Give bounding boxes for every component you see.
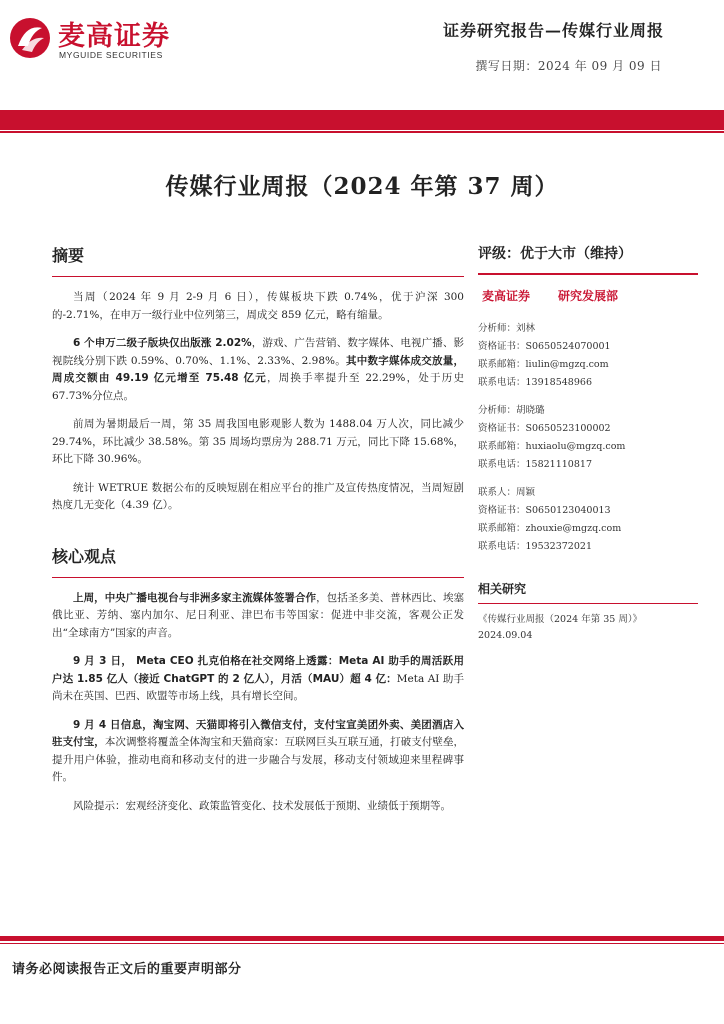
institute-dept: 研究发展部 — [558, 289, 619, 303]
core-rule — [52, 577, 464, 578]
analyst-email[interactable]: 联系邮箱：huxiaolu@mgzq.com — [478, 441, 626, 452]
header-report-type: 证券研究报告—传媒行业周报 — [442, 21, 664, 40]
core-heading: 核心观点 — [52, 546, 117, 566]
contact-name: 联系人：周颖 — [478, 487, 536, 498]
summary-p2-bold-2: 其中数字媒体成交放量，周成交额由 49.19 亿元增至 75.48 亿元 — [52, 354, 465, 384]
analyst-card — [478, 402, 698, 474]
summary-p2-end: ，周换手率提升至 22.29%，处于历史 67.73%分位点。 — [52, 372, 465, 402]
core-p2-bold: 9 月 3 日， Meta CEO 扎克伯格在社交网络上透露：Meta AI 助手的周活跃用户达 1.85 亿人（接近 ChatGPT 的 2 亿人），月活（MAU）超 4 亿： — [52, 655, 464, 685]
top-red-band — [0, 110, 724, 130]
summary-paragraph-4: 统计 WETRUE 数据公布的反映短剧在相应平台的推广及宣传热度情况，当周短剧热度几无变化（4.39 亿）。 — [52, 481, 464, 511]
analyst-phone: 联系电话：13918548966 — [478, 377, 592, 388]
related-research-title[interactable]: 《传媒行业周报（2024 年第 35 周）》 — [478, 614, 643, 625]
contact-card — [478, 484, 698, 556]
sidebar — [478, 243, 698, 644]
brand-name-en: MYGUIDE SECURITIES — [59, 50, 163, 60]
core-p1-end: ，包括圣多美、普林西比、埃塞俄比亚、芳纳、塞内加尔、尼日利亚、津巴布韦等国家：促进中非交流，客观公正发出“全球南方”国家的声音。 — [52, 591, 465, 639]
risk-warning: 风险提示：宏观经济变化、政策监管变化、技术发展低于预期、业绩低于预期等。 — [73, 799, 451, 812]
summary-heading: 摘要 — [52, 246, 85, 265]
rating: 评级：优于大市（维持） — [478, 246, 632, 262]
rating-rule — [478, 273, 698, 275]
main-column — [52, 243, 464, 826]
analyst-phone: 联系电话：15821110817 — [478, 459, 592, 470]
institute — [482, 287, 698, 304]
related-research-date: 2024.09.04 — [478, 630, 533, 641]
analyst-cert: 资格证书：S0650523100002 — [478, 423, 611, 434]
brand-name-cn: 麦高证券 — [58, 21, 170, 52]
core-p2-end: Meta AI 助手尚未在英国、巴西、欧盟等市场上线，具有增长空间。 — [52, 672, 464, 702]
contact-phone: 联系电话：19532372021 — [478, 541, 592, 552]
footer-disclaimer: 请务必阅读报告正文后的重要声明部分 — [12, 962, 242, 977]
summary-p2-mid: ，游戏、广告营销、数字媒体、电视广播、影视院线分别下跌 0.59%、0.70%、1.1%、2.33%、2.98%。 — [52, 337, 464, 367]
brand-logo-icon — [8, 16, 52, 60]
summary-paragraph-1: 当周（2024 年 9 月 2-9 月 6 日），传媒板块下跌 0.74%，优于沪深 300 的-2.71%，在申万一级行业中位列第三，周成交 859 亿元，略有缩量。 — [52, 291, 464, 321]
header-date: 撰写日期：2024 年 09 月 09 日 — [475, 59, 662, 73]
contact-cert: 资格证书：S0650123040013 — [478, 505, 611, 516]
core-p3-end: 本次调整将覆盖全体淘宝和天猫商家：互联网巨头互联互通，打破支付壁垒，提升用户体验，推动电商和移动支付的进一步融合与发展，移动支付领域迎来里程碑事件。 — [52, 736, 465, 783]
brand-logo — [8, 14, 208, 62]
contact-email[interactable]: 联系邮箱：zhouxie@mgzq.com — [478, 523, 622, 534]
analyst-email[interactable]: 联系邮箱：liulin@mgzq.com — [478, 359, 609, 370]
summary-rule — [52, 276, 464, 277]
summary-paragraph-2 — [52, 335, 464, 405]
related-research-heading: 相关研究 — [478, 582, 527, 596]
summary-p2-bold-1: 6 个申万二级子版块仅出版涨 2.02% — [73, 337, 252, 349]
summary-paragraph-3: 前周为暑期最后一周，第 35 周我国电影观影人数为 1488.04 万人次，同比减少 29.74%，环比减少 38.58%。第 35 周场均票房为 288.71 万元，同比下降 15.68%，环比下降 30.96%。 — [52, 418, 464, 465]
core-paragraph-3 — [52, 717, 464, 787]
core-paragraph-2 — [52, 653, 464, 706]
bottom-red-band — [0, 936, 724, 941]
top-red-rule — [0, 131, 724, 133]
core-paragraph-1 — [52, 590, 464, 643]
core-p3-bold: 9 月 4 日信息，淘宝网、天猫即将引入微信支付，支付宝宣美团外卖、美团酒店入驻支付宝， — [52, 718, 464, 748]
analyst-card — [478, 320, 698, 392]
bottom-red-rule — [0, 943, 724, 944]
core-p1-bold: 上周，中央广播电视台与非洲多家主流媒体签署合作 — [73, 591, 317, 604]
related-rule — [478, 603, 698, 604]
analyst-cert: 资格证书：S0650524070001 — [478, 341, 611, 352]
analyst-name: 分析师：胡晓璐 — [478, 405, 545, 416]
report-title: 传媒行业周报（2024 年第 37 周） — [165, 173, 559, 200]
institute-name: 麦高证券 — [482, 289, 531, 303]
analyst-name: 分析师：刘林 — [478, 323, 536, 334]
